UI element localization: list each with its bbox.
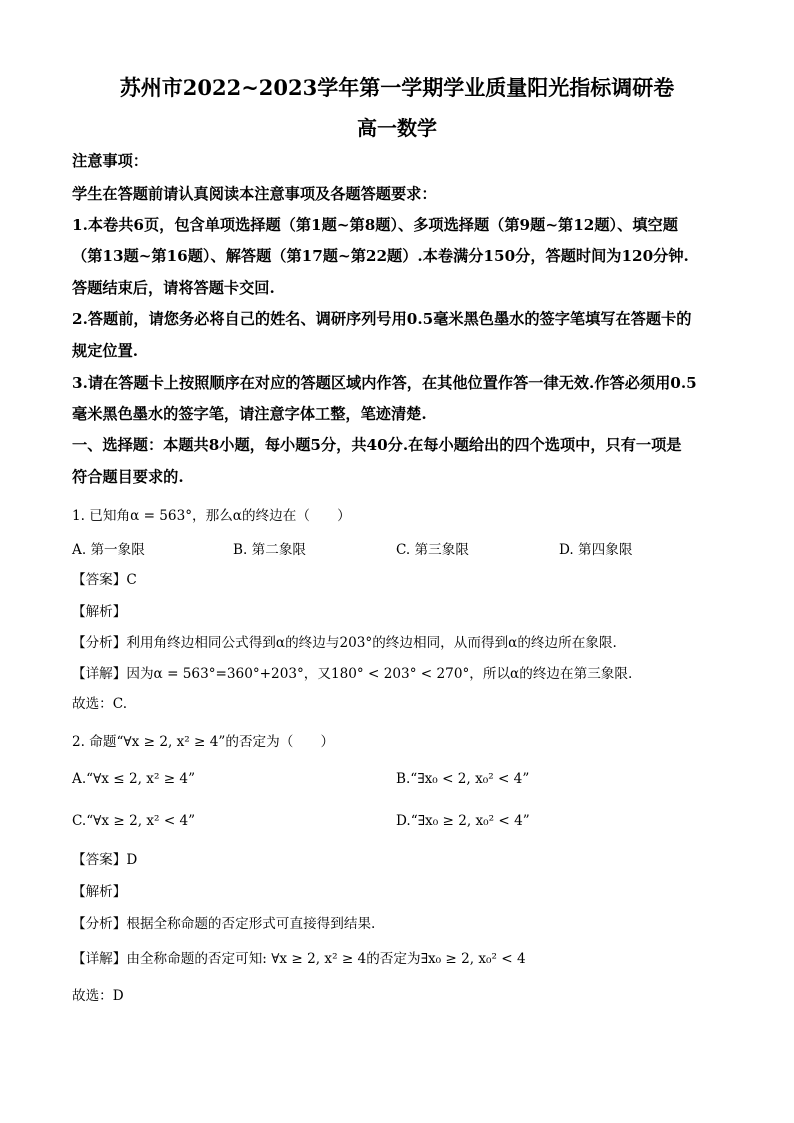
q1-option-a: A. 第一象限 — [72, 542, 145, 558]
q1-option-d: D. 第四象限 — [559, 542, 633, 558]
q2-stem: 2. 命题“∀x ≥ 2, x² ≥ 4”的否定为（ ） — [72, 734, 335, 750]
q1-answer: 【答案】C — [72, 572, 137, 588]
document-title: 苏州市2022~2023学年第一学期学业质量阳光指标调研卷 — [119, 75, 675, 100]
notice-item3-line1: 3.请在答题卡上按照顺序在对应的答题区域内作答，在其他位置作答一律无效.作答必须用0.5 — [72, 374, 697, 392]
q1-option-c: C. 第三象限 — [396, 542, 469, 558]
q2-option-b: B.“∃x₀ < 2, x₀² < 4” — [396, 771, 530, 787]
q1-option-b: B. 第二象限 — [233, 542, 307, 558]
q2-analysis: 【分析】根据全称命题的否定形式可直接得到结果. — [72, 916, 376, 932]
notice-item2-line1: 2.答题前，请您务必将自己的姓名、调研序列号用0.5毫米黑色墨水的签字笔填写在答题卡的 — [72, 310, 692, 328]
q2-option-c: C.“∀x ≥ 2, x² < 4” — [72, 813, 196, 829]
notice-item1-line1: 1.本卷共6页，包含单项选择题（第1题~第8题）、多项选择题（第9题~第12题）、填空题 — [72, 216, 678, 234]
section1-heading-line2: 符合题目要求的. — [72, 468, 184, 486]
q1-analysis: 【分析】利用角终边相同公式得到α的终边与203°的终边相同，从而得到α的终边所在象限. — [72, 635, 617, 651]
notice-heading: 注意事项： — [72, 152, 148, 170]
q1-choice: 故选：C. — [72, 696, 128, 712]
notice-item3-line2: 毫米黑色墨水的签字笔，请注意字体工整，笔迹清楚. — [72, 405, 427, 423]
document-subtitle: 高一数学 — [357, 116, 437, 140]
q1-stem: 1. 已知角α = 563°，那么α的终边在（ ） — [72, 508, 351, 524]
section1-heading-line1: 一、选择题：本题共8小题，每小题5分，共40分.在每小题给出的四个选项中，只有一项是 — [72, 436, 682, 454]
q2-option-a: A.“∀x ≤ 2, x² ≥ 4” — [72, 771, 196, 787]
q2-choice: 故选：D — [72, 988, 124, 1004]
q1-detail: 【详解】因为α = 563°=360°+203°，又180° < 203° < 270°，所以α的终边在第三象限. — [72, 666, 633, 682]
q2-option-d: D.“∃x₀ ≥ 2, x₀² < 4” — [396, 813, 530, 829]
notice-intro: 学生在答题前请认真阅读本注意事项及各题答题要求： — [72, 185, 437, 203]
notice-item1-line3: 答题结束后，请将答题卡交回. — [72, 279, 275, 297]
notice-item2-line2: 规定位置. — [72, 342, 139, 360]
q2-detail: 【详解】由全称命题的否定可知: ∀x ≥ 2, x² ≥ 4的否定为∃x₀ ≥ 2, x₀² < 4 — [72, 951, 526, 967]
notice-item1-line2: （第13题~第16题）、解答题（第17题~第22题）.本卷满分150分，答题时间为120分钟. — [72, 247, 689, 265]
q2-answer: 【答案】D — [72, 852, 138, 868]
q2-analysis-label: 【解析】 — [72, 884, 127, 900]
q1-analysis-label: 【解析】 — [72, 604, 127, 620]
